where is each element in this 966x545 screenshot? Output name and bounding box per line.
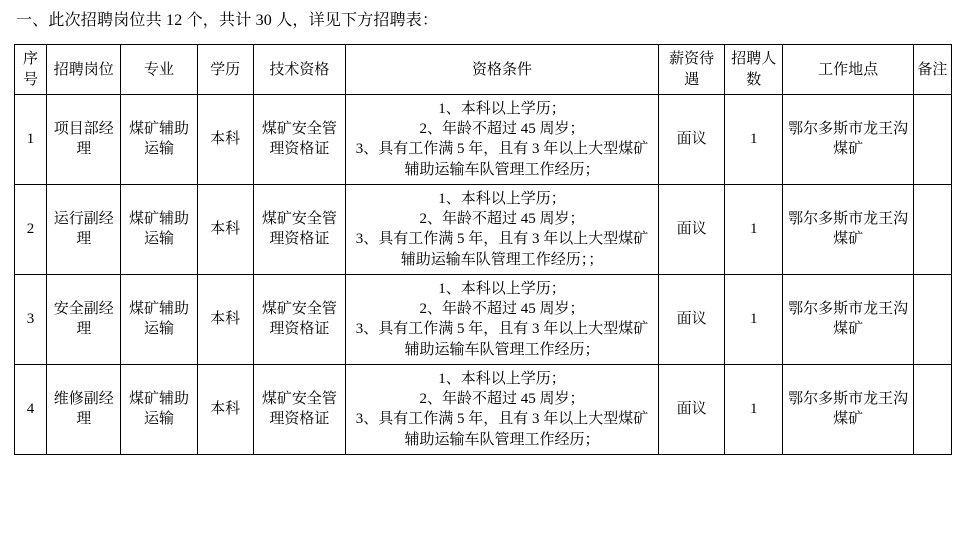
condition-line: 2、年龄不超过 45 周岁； [419,121,585,138]
header-seq: 序号 [15,45,47,95]
cell-salary: 面议 [659,274,725,364]
header-major: 专业 [121,45,197,95]
cell-count: 1 [725,184,783,274]
cell-education: 本科 [197,184,253,274]
table-header-row [15,45,952,95]
condition-line: 1、本科以上学历； [438,370,566,387]
header-count: 招聘人数 [725,45,783,95]
condition-line: 2、年龄不超过 45 周岁； [419,391,585,408]
header-location: 工作地点 [783,45,913,95]
cell-remark [913,94,951,184]
condition-line: 2、年龄不超过 45 周岁； [419,211,585,228]
cell-condition [346,274,659,364]
cell-location: 鄂尔多斯市龙王沟煤矿 [783,94,913,184]
cell-certificate: 煤矿安全管理资格证 [253,184,345,274]
header-condition: 资格条件 [346,45,659,95]
cell-education: 本科 [197,364,253,454]
intro-paragraph: 一、此次招聘岗位共 12 个，共计 30 人，详见下方招聘表： [16,12,439,29]
recruitment-table [14,44,952,455]
condition-line: 3、具有工作满 5 年，且有 3 年以上大型煤矿辅助运输车队管理工作经历； [355,411,649,448]
cell-condition [346,184,659,274]
cell-seq: 4 [15,364,47,454]
cell-certificate: 煤矿安全管理资格证 [253,274,345,364]
cell-major: 煤矿辅助运输 [121,184,197,274]
cell-major: 煤矿辅助运输 [121,274,197,364]
condition-line: 3、具有工作满 5 年，且有 3 年以上大型煤矿辅助运输车队管理工作经历； [355,321,649,358]
condition-line: 2、年龄不超过 45 周岁； [419,301,585,318]
cell-location: 鄂尔多斯市龙王沟煤矿 [783,184,913,274]
cell-post: 安全副经理 [47,274,121,364]
table-row [15,364,952,454]
cell-major: 煤矿辅助运输 [121,364,197,454]
table-row [15,184,952,274]
header-certificate: 技术资格 [253,45,345,95]
cell-post: 项目部经理 [47,94,121,184]
cell-remark [913,364,951,454]
cell-count: 1 [725,274,783,364]
condition-line: 3、具有工作满 5 年，且有 3 年以上大型煤矿辅助运输车队管理工作经历；； [355,231,649,268]
condition-line: 1、本科以上学历； [438,280,566,297]
cell-salary: 面议 [659,364,725,454]
cell-condition [346,94,659,184]
cell-location: 鄂尔多斯市龙王沟煤矿 [783,364,913,454]
table-row [15,274,952,364]
header-salary: 薪资待遇 [659,45,725,95]
cell-certificate: 煤矿安全管理资格证 [253,94,345,184]
cell-seq: 1 [15,94,47,184]
cell-salary: 面议 [659,94,725,184]
cell-location: 鄂尔多斯市龙王沟煤矿 [783,274,913,364]
header-post: 招聘岗位 [47,45,121,95]
header-education: 学历 [197,45,253,95]
cell-count: 1 [725,364,783,454]
header-remark: 备注 [913,45,951,95]
cell-major: 煤矿辅助运输 [121,94,197,184]
cell-post: 运行副经理 [47,184,121,274]
cell-seq: 3 [15,274,47,364]
cell-seq: 2 [15,184,47,274]
cell-remark [913,184,951,274]
condition-line: 1、本科以上学历； [438,100,566,117]
table-body [15,94,952,454]
condition-line: 3、具有工作满 5 年，且有 3 年以上大型煤矿辅助运输车队管理工作经历； [355,141,649,178]
cell-salary: 面议 [659,184,725,274]
cell-count: 1 [725,94,783,184]
cell-education: 本科 [197,94,253,184]
cell-certificate: 煤矿安全管理资格证 [253,364,345,454]
cell-condition [346,364,659,454]
table-row [15,94,952,184]
condition-line: 1、本科以上学历； [438,190,566,207]
cell-post: 维修副经理 [47,364,121,454]
cell-education: 本科 [197,274,253,364]
cell-remark [913,274,951,364]
